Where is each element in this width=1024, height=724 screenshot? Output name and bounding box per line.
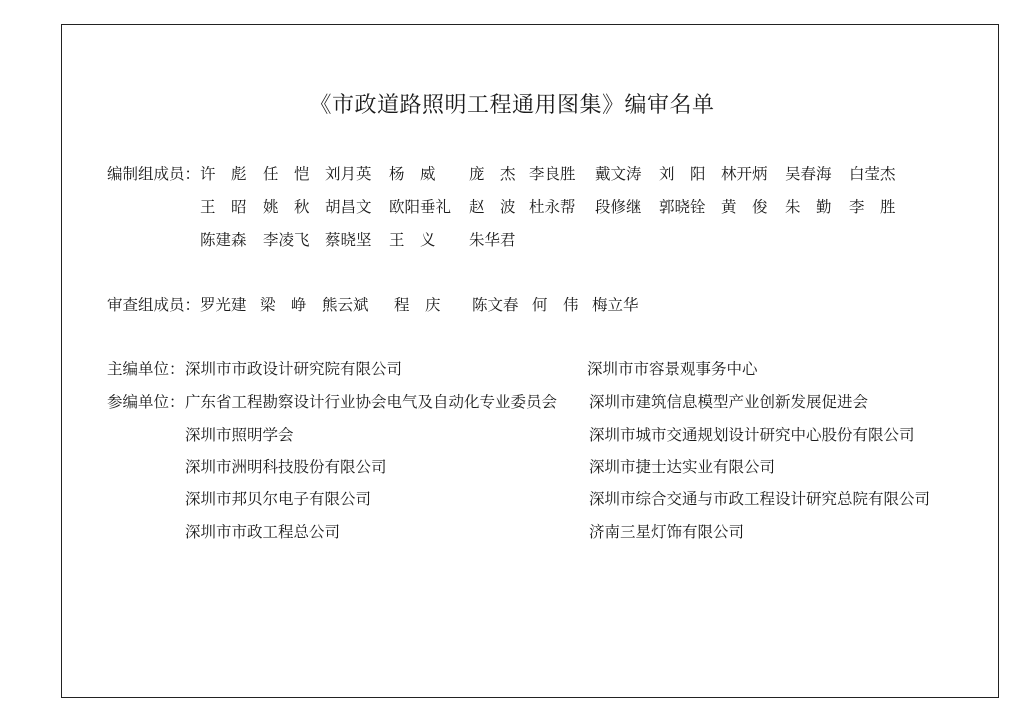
participating-unit: 深圳市照明学会 <box>185 426 294 444</box>
participating-unit: 深圳市邦贝尔电子有限公司 <box>185 490 372 508</box>
member-name: 吴春海 <box>785 165 832 183</box>
review-team-label: 审查组成员： <box>107 296 201 314</box>
participating-units-label: 参编单位： <box>107 393 185 411</box>
member-name: 陈文春 <box>472 296 519 314</box>
member-name: 李良胜 <box>529 165 576 183</box>
member-name: 刘月英 <box>325 165 372 183</box>
compile-team-label: 编制组成员： <box>107 165 201 183</box>
member-name: 庞 杰 <box>469 165 516 183</box>
member-name: 王 昭 <box>200 198 247 216</box>
member-name: 程 庆 <box>394 296 441 314</box>
chief-unit-right: 深圳市市容景观事务中心 <box>587 360 758 378</box>
chief-unit-left: 深圳市市政设计研究院有限公司 <box>185 360 403 378</box>
member-name: 姚 秋 <box>263 198 310 216</box>
participating-unit: 深圳市市政工程总公司 <box>185 523 341 541</box>
member-name: 胡昌文 <box>325 198 372 216</box>
member-name: 许 彪 <box>200 165 247 183</box>
member-name: 杨 威 <box>389 165 436 183</box>
participating-unit: 广东省工程勘察设计行业协会电气及自动化专业委员会 <box>185 393 558 411</box>
participating-unit: 深圳市洲明科技股份有限公司 <box>185 458 387 476</box>
member-name: 郭晓铨 <box>659 198 706 216</box>
compile-team-row-2 <box>200 195 896 217</box>
member-name: 戴文涛 <box>595 165 642 183</box>
participating-unit: 深圳市综合交通与市政工程设计研究总院有限公司 <box>589 490 931 508</box>
participating-unit: 深圳市捷士达实业有限公司 <box>589 458 776 476</box>
member-name: 梁 峥 <box>260 296 307 314</box>
member-name: 黄 俊 <box>721 198 768 216</box>
review-team-row <box>200 293 639 315</box>
participating-unit: 济南三星灯饰有限公司 <box>589 523 745 541</box>
member-name: 杜永帮 <box>529 198 576 216</box>
member-name: 梅立华 <box>592 296 639 314</box>
member-name: 蔡晓坚 <box>325 231 372 249</box>
member-name: 任 恺 <box>263 165 310 183</box>
member-name: 陈建森 <box>200 231 247 249</box>
page-title: 《市政道路照明工程通用图集》编审名单 <box>309 93 715 118</box>
member-name: 朱华君 <box>469 231 516 249</box>
participating-unit: 深圳市建筑信息模型产业创新发展促进会 <box>589 393 869 411</box>
participating-unit: 深圳市城市交通规划设计研究中心股份有限公司 <box>589 426 915 444</box>
compile-team-row-3 <box>200 228 516 250</box>
member-name: 段修继 <box>595 198 642 216</box>
member-name: 熊云斌 <box>322 296 369 314</box>
member-name: 王 义 <box>389 231 436 249</box>
member-name: 何 伟 <box>532 296 579 314</box>
member-name: 赵 波 <box>469 198 516 216</box>
compile-team-row-1 <box>200 162 896 184</box>
member-name: 白莹杰 <box>849 165 896 183</box>
member-name: 朱 勤 <box>785 198 832 216</box>
member-name: 刘 阳 <box>659 165 706 183</box>
member-name: 李凌飞 <box>263 231 310 249</box>
member-name: 欧阳垂礼 <box>389 198 452 216</box>
member-name: 林开炳 <box>721 165 768 183</box>
member-name: 李 胜 <box>849 198 896 216</box>
chief-units-label: 主编单位： <box>107 360 185 378</box>
member-name: 罗光建 <box>200 296 247 314</box>
